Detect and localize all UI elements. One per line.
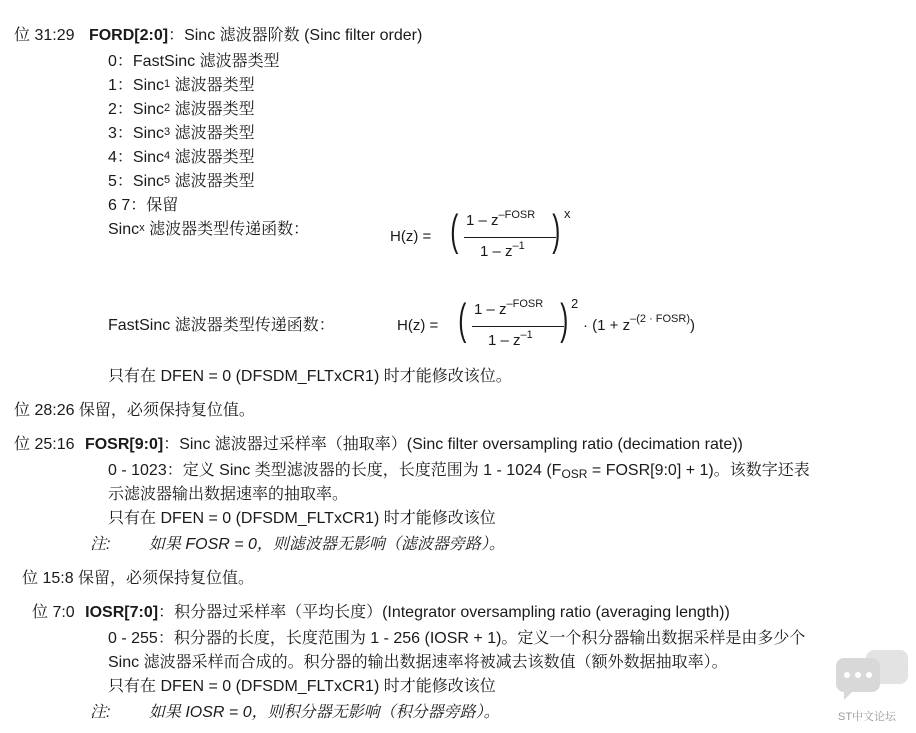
sinc-formula-left-paren: ( [450,206,459,255]
fosr-caution-text: 如果 FOSR = 0，则滤波器无影响（滤波器旁路）。 [148,536,505,553]
ford-heading [14,26,422,46]
fosr-field-name: FOSR[9:0] [84,436,164,453]
fosr-bit-range: 位 25:16 [14,436,75,453]
ford-description: ：Sinc 滤波器阶数 (Sinc filter order) [168,27,423,44]
sinc-formula-hz: H(z) = [390,228,432,245]
fosr-definition-line-2: 示滤波器输出数据速率的抽取率。 [108,486,349,503]
ford-option-4: 4：Sinc$^4$ 滤波器类型 [108,149,255,166]
fastsinc-formula-power: 2 [571,296,579,311]
iosr-heading [32,603,730,623]
fosr-note: 只有在 DFEN = 0 (DFSDM_FLTxCR1) 时才能修改该位 [108,510,496,527]
iosr-caution-label: 注: [90,704,111,721]
fastsinc-formula-right-paren: ) [560,295,569,344]
fastsinc-formula-hz: H(z) = [397,317,439,334]
iosr-note: 只有在 DFEN = 0 (DFSDM_FLTxCR1) 时才能修改该位 [108,678,496,695]
iosr-definition-line-1: 0 - 255：积分器的长度，长度范围为 1 - 256 (IOSR + 1)。定义一个积分器输出数据采样是由多少个 [108,630,806,647]
fastsinc-formula-left-paren: ( [458,295,467,344]
fastsinc-formula-denominator: $1 - z^{-1}$ [488,329,533,349]
iosr-caution [90,703,500,723]
iosr-bit-range: 位 7:0 [32,604,75,621]
iosr-caution-text: 如果 IOSR = 0，则积分器无影响（积分器旁路）。 [148,704,500,721]
ford-option-1: 1：Sinc$^1$ 滤波器类型 [108,77,255,94]
reserved-15-8: 位 15:8 保留，必须保持复位值。 [22,570,255,587]
sinc-formula-right-paren: ) [552,206,561,255]
ford-note: 只有在 DFEN = 0 (DFSDM_FLTxCR1) 时才能修改该位。 [108,368,512,385]
ford-option-3: 3：Sinc$^3$ 滤波器类型 [108,125,255,142]
fastsinc-formula-tail: · $(1 + z^{-(2 \cdot FOSR)})$ [583,313,696,334]
fastsinc-formula-numerator: $1 - z^{-FOSR}$ [474,298,544,318]
ford-option-5: 5：Sinc$^5$ 滤波器类型 [108,173,255,190]
fosr-description: ：Sinc 滤波器过采样率（抽取率）(Sinc filter oversampling ratio (decimation rate)) [163,436,743,453]
ford-bit-range: 位 31:29 [14,27,75,44]
ford-option-0: 0：FastSinc 滤波器类型 [108,53,280,70]
fosr-caution-label: 注: [90,536,111,553]
iosr-field-name: IOSR[7:0] [85,604,159,621]
fosr-definition-line-1: 0 - 1023：定义 Sinc 类型滤波器的长度，长度范围为 1 - 1024 ($F_{OSR}$ = FOSR[9:0] + 1)。该数字还表 [108,462,810,481]
fosr-heading [14,435,743,455]
sinc-formula-numerator: $1 - z^{-FOSR}$ [466,209,536,229]
sinc-formula-fraction-bar [464,237,556,238]
fastsinc-formula-fraction-bar [472,326,564,327]
ford-field-name: FORD[2:0] [88,27,169,44]
watermark-text: ST中文论坛 [838,711,897,723]
iosr-description: ：积分器过采样率（平均长度）(Integrator oversampling ratio (averaging length)) [158,604,730,621]
sinc-formula-denominator: $1 - z^{-1}$ [480,240,525,260]
ford-option-2: 2：Sinc$^2$ 滤波器类型 [108,101,255,118]
watermark-bubble-front [836,658,880,692]
iosr-definition-line-2: Sinc 滤波器采样而合成的。积分器的输出数据速率将被减去该数值（额外数据抽取率）。 [108,654,728,671]
sinc-transfer-label: Sinc$^x$ 滤波器类型传递函数： [108,221,310,238]
reserved-28-26: 位 28:26 保留，必须保持复位值。 [14,402,255,419]
ford-option-6-7: 6 7：保留 [108,197,179,214]
sinc-formula-power: x [564,206,571,221]
fastsinc-transfer-label: FastSinc 滤波器类型传递函数： [108,317,335,334]
fosr-caution [90,535,505,555]
